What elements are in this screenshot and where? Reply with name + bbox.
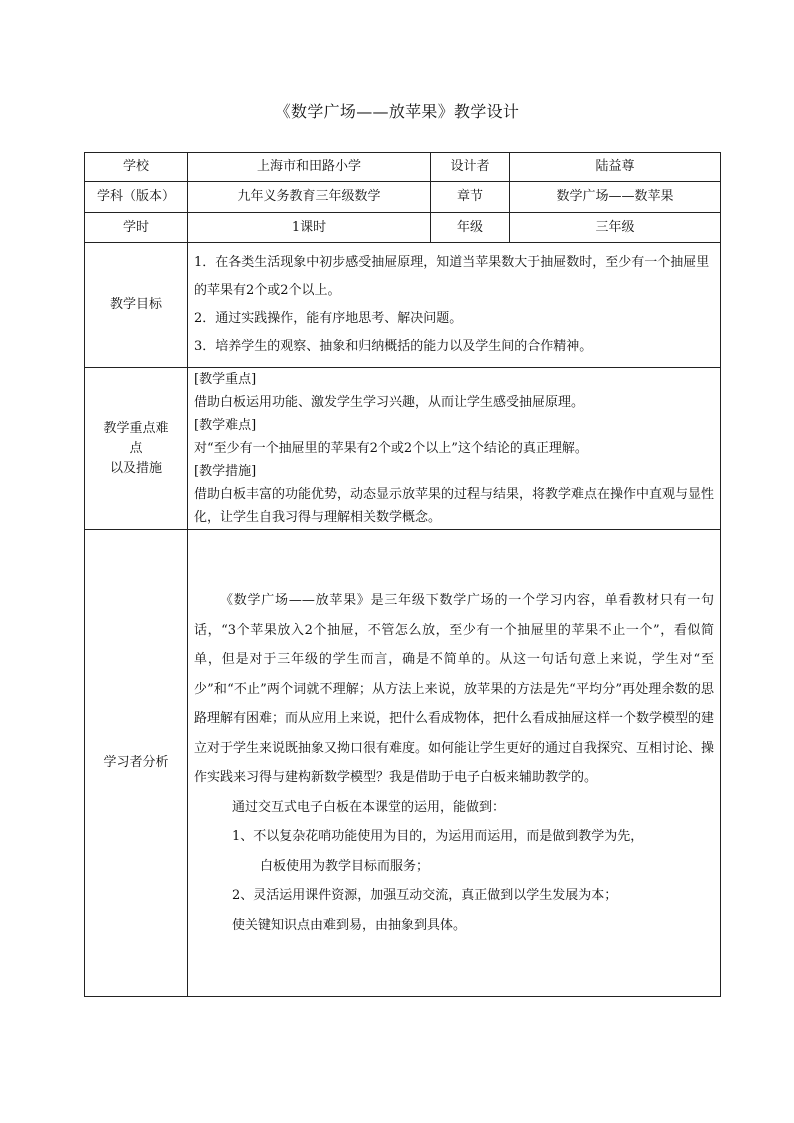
hours-value: 1课时 [188,213,431,243]
difficulty-heading: [教学难点] [194,418,257,433]
objectives-cell [188,243,721,368]
table-row-analysis [85,530,721,997]
analysis-list-item: 1、不以复杂花哨功能使用为目的，为运用而运用，而是做到教学为先， [232,829,644,844]
difficulty-text: 对“至少有一个抽屉里的苹果有2个或2个以上”这个结论的真正理解。 [194,441,588,456]
key-points-label [85,368,188,530]
table-row-subject [85,182,721,213]
subject-label: 学科（版本） [85,182,188,213]
grade-value: 三年级 [510,213,721,243]
objective-item: 2．通过实践操作，能有序地思考、解决问题。 [194,311,463,326]
analysis-paragraph: 《数学广场——放苹果》是三年级下数学广场的一个学习内容，单看教材只有一句话，“3个苹果放入2个抽屉，不管怎么放，至少有一个抽屉里的苹果不止一个”，看似简单，但是对于三年级的学生而言，确是不简单的。从这一句话句意上来说，学生对“至少”和“不止”两个词就不理解；从方法上来说，放苹果的方法是先“平均分”再处理余数的思路理解有困难；而从应用上来说，把什么看成物体，把什么看成抽屉这样一个数学模型的建立对于学生来说既抽象又拗口很有难度。如何能让学生更好的通过自我探究、互相讨论、操作实践来习得与建构新数学模型？我是借助于电子白板来辅助教学的。 [194,593,715,785]
focus-text: 借助白板运用功能、激发学生学习兴趣，从而让学生感受抽屉原理。 [194,395,585,410]
focus-heading: [教学重点] [194,372,257,387]
grade-label: 年级 [431,213,510,243]
document-title: 《数学广场——放苹果》教学设计 [274,102,520,121]
school-label: 学校 [85,153,188,182]
measures-heading: [教学措施] [194,464,257,479]
designer-label: 设计者 [431,153,510,182]
key-points-label-line: 点 [129,440,143,456]
school-value: 上海市和田路小学 [188,153,431,182]
analysis-cell [188,530,721,997]
analysis-list-item: 使关键知识点由难到易，由抽象到具体。 [232,917,467,933]
table-row-hours [85,213,721,243]
hours-label: 学时 [85,213,188,243]
analysis-label: 学习者分析 [85,530,188,997]
key-points-label-line: 以及措施 [109,460,162,476]
objective-item: 1．在各类生活现象中初步感受抽屉原理，知道当苹果数大于抽屉数时，至少有一个抽屉里的苹果有2个或2个以上。 [194,255,710,298]
analysis-list-item: 白板使用为教学目标而服务； [260,858,430,874]
subject-value: 九年义务教育三年级数学 [188,182,431,213]
key-points-label-line: 教学重点难 [103,420,169,436]
table-row-school [85,153,721,182]
objective-item: 3．培养学生的观察、抽象和归纳概括的能力以及学生间的合作精神。 [194,339,593,354]
table-row-objectives [85,243,721,368]
chapter-value: 数学广场——数苹果 [510,182,721,213]
chapter-label: 章节 [431,182,510,213]
key-points-cell [188,368,721,530]
analysis-paragraph: 通过交互式电子白板在本课堂的运用，能做到： [232,799,506,815]
measures-text: 借助白板丰富的功能优势，动态显示放苹果的过程与结果，将教学难点在操作中直观与显性化，让学生自我习得与理解相关数学概念。 [194,487,715,525]
lesson-plan-table [84,152,721,997]
objectives-label: 教学目标 [85,243,188,368]
designer-value: 陆益尊 [510,153,721,182]
table-row-key-points [85,368,721,530]
analysis-list-item: 2、灵活运用课件资源，加强互动交流，真正做到以学生发展为本； [232,888,618,903]
